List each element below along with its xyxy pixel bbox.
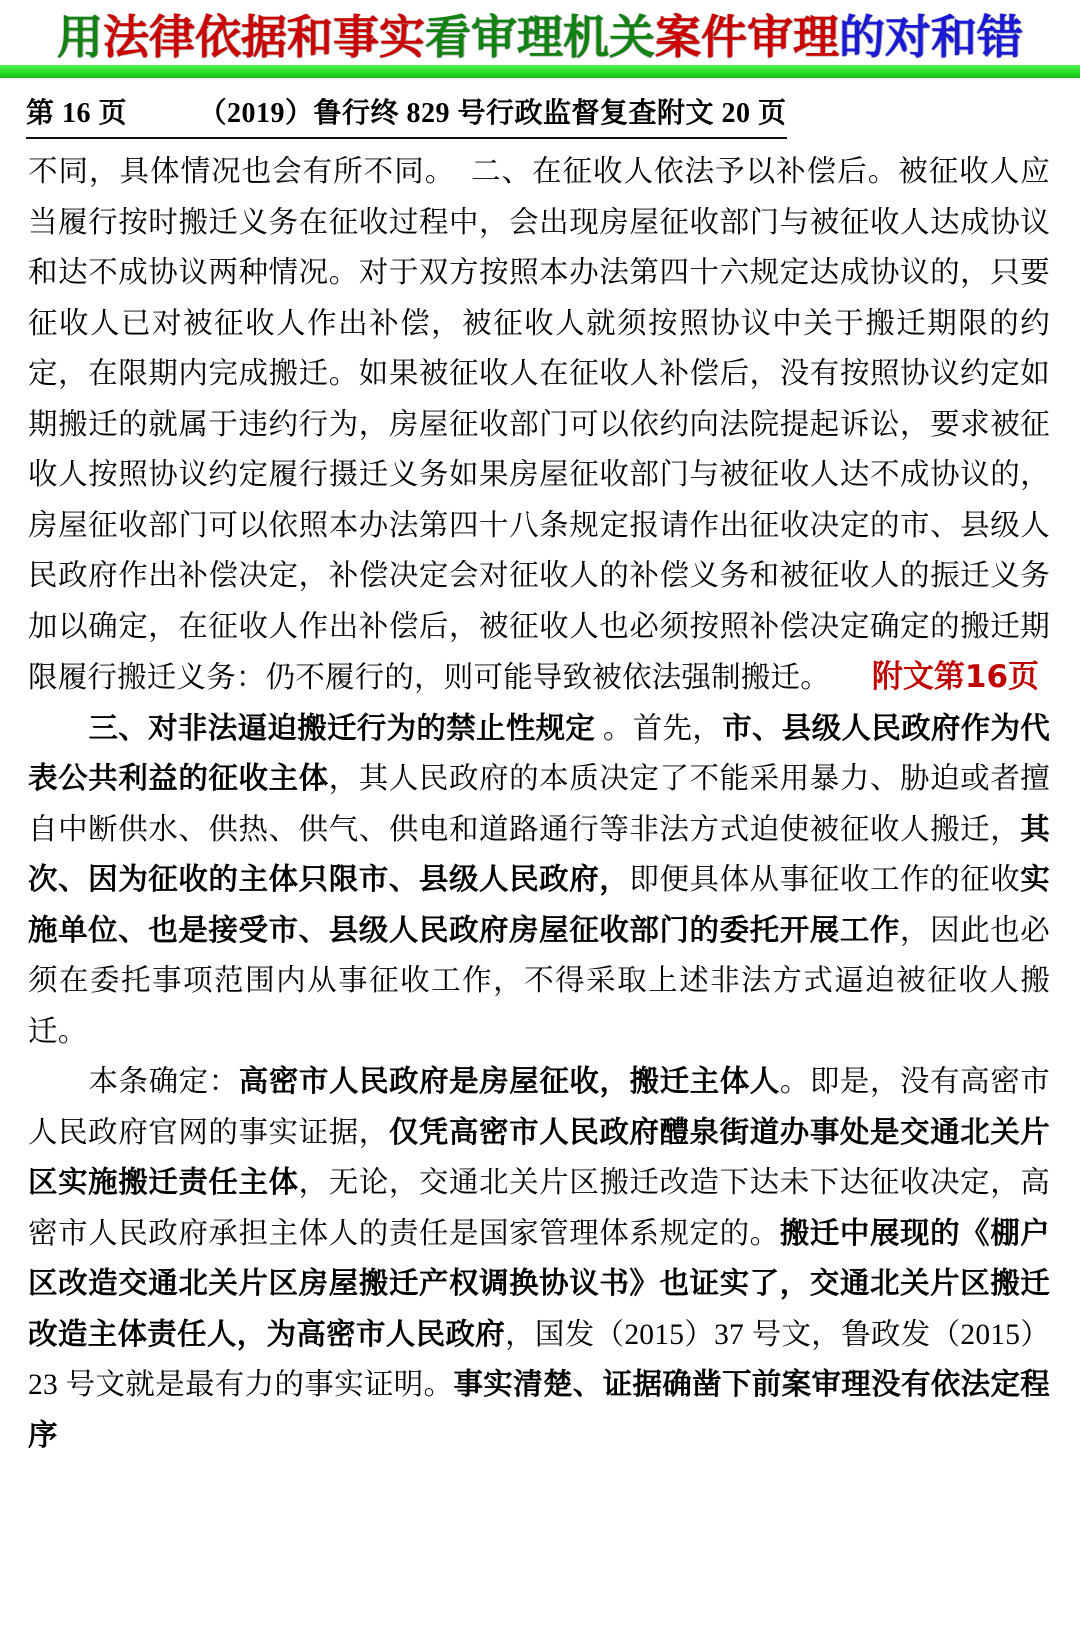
paragraph-conclusion — [28, 1057, 1050, 1461]
section-three-text-1: 。首先， — [595, 712, 723, 745]
document-body — [0, 139, 1080, 1461]
conclusion-bold-4: 事实清楚、证据确凿下前案审理没有依法定程序 — [28, 1369, 1050, 1452]
banner-underline-bar — [0, 65, 1080, 78]
conclusion-text-3: ，无论，交通北关片区搬迁改造下达未下达征收决定，高密市人民政府承担主体人的责任是国家管理体系规定的。 — [28, 1167, 1050, 1250]
annotation-stamp: 附文第16页 — [871, 659, 1040, 695]
title-segment-4: 案件审理 — [655, 10, 839, 64]
conclusion-bold-2: 仅凭高密市人民政府醴泉街道办事处是交通北关片区实施搬迁责任主体 — [28, 1116, 1050, 1199]
document-header — [0, 92, 1080, 139]
page-title — [0, 8, 1080, 66]
title-segment-2: 法律依据和事实 — [103, 10, 425, 64]
conclusion-text-4: ，国发（2015）37 号文，鲁政发（2015）23 号文就是最有力的事实证明。 — [28, 1318, 1050, 1401]
conclusion-bold-3: 搬迁中展现的《棚户区改造交通北关片区房屋搬迁产权调换协议书》也证实了，交通北关片区搬迁改造主体责任人，为高密市人民政府 — [28, 1217, 1050, 1351]
conclusion-text-2: 。即是，没有高密市人民政府官网的事实证据， — [28, 1066, 1050, 1149]
heading-section-three: 三、对非法逼迫搬迁行为的禁止性规定 — [88, 712, 596, 745]
paragraph-section-three — [28, 704, 1050, 1058]
title-banner — [0, 0, 1080, 86]
title-segment-1: 用 — [57, 10, 103, 64]
paragraph-section-two-text: 不同，具体情况也会有所不同。 二、在征收人依法予以补偿后。被征收人应当履行按时搬迁义务在征收过程中，会出现房屋征收部门与被征收人达成协议和达不成协议两种情况。对于双方按照本办法第四十六规定达成协议的，只要征收人已对被征收人作出补偿，被征收人就须按照协议中关于搬迁期限的约定，在限期内完成搬迁。如果被征收人在征收人补偿后，没有按照协议约定如期搬迁的就属于违约行为，房屋征收部门可以依约向法院提起诉讼，要求被征收人按照协议约定履行摄迁义务如果房屋征收部门与被征收人达不成协议的，房屋征收部门可以依照本办法第四十八条规定报请作出征收决定的市、县级人民政府作出补偿决定，补偿决定会对征收人的补偿义务和被征收人的振迁义务加以确定，在征收人作出补偿后，被征收人也必须按照补偿决定确定的搬迁期限履行搬迁义务：仍不履行的，则可能导致被依法强制搬迁。 — [28, 156, 1050, 694]
section-three-text-2: ，其人民政府的本质决定了不能采用暴力、胁迫或者擅自中断供水、供热、供气、供电和道路通行等非法方式迫使被征收人搬迁， — [28, 763, 1050, 846]
section-three-bold-2: 市、县级人民政府作为代表公共利益的征收主体 — [28, 712, 1050, 795]
paragraph-section-two — [28, 147, 1050, 704]
conclusion-text-1: 本条确定： — [88, 1066, 239, 1098]
section-three-bold-4: 实施单位、也是接受市、县级人民政府房屋征收部门的委托开展工作 — [28, 864, 1050, 947]
title-segment-5: 的对和错 — [839, 10, 1023, 64]
conclusion-bold-1: 高密市人民政府是房屋征收，搬迁主体人 — [238, 1066, 780, 1098]
title-segment-3: 看审理机关 — [425, 10, 655, 64]
section-three-bold-3: 其次、因为征收的主体只限市、县级人民政府， — [28, 813, 1050, 896]
section-three-text-3: 即便具体从事征收工作的征收 — [629, 864, 1021, 896]
case-reference-line: 第 16 页 （2019）鲁行终 829 号行政监督复查附文 20 页 — [26, 92, 787, 139]
section-three-text-4: ，因此也必须在委托事项范围内从事征收工作，不得采取上述非法方式逼迫被征收人搬迁。 — [28, 914, 1050, 1048]
